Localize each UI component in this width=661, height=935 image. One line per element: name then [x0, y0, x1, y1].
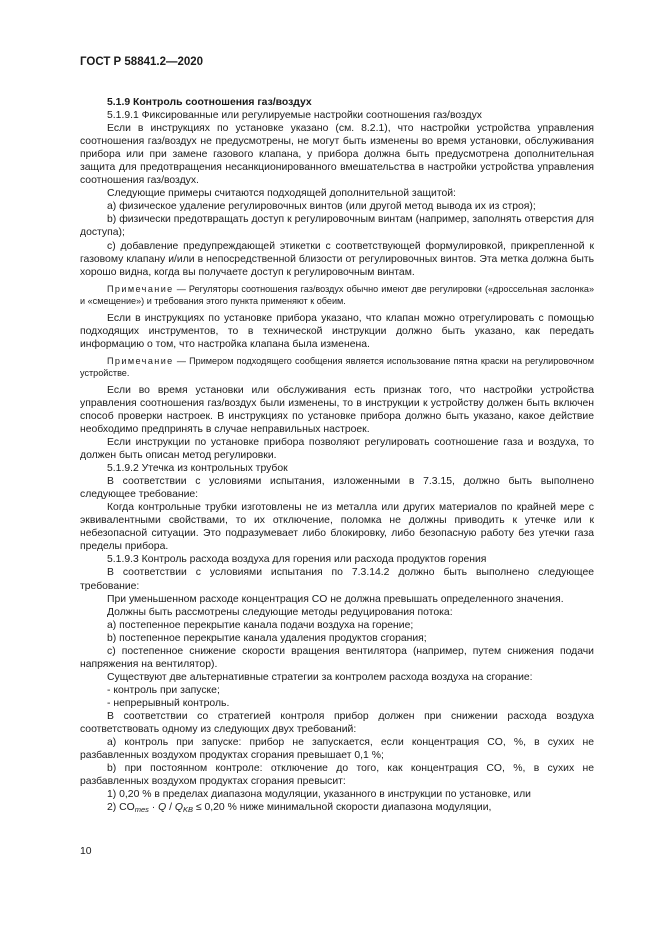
paragraph: Если в инструкциях по установке прибора указано, что клапан можно отрегулировать с помощью подходящих инструментов, то в технической инструкции должно быть указано, как передать информацию о том, что настройка клапана была изменена. — [80, 312, 594, 350]
paragraph: Если во время установки или обслуживания есть признак того, что настройки устройства управления соотношения газ/воздух были изменены, то в инструкции к устройству должен быть включен способ проверки настроек. В инструкциях по установке прибора должно быть указано, какое действие необходимо предпринять в случае неправильных настроек. — [80, 384, 594, 435]
section-title: 5.1.9 Контроль соотношения газ/воздух — [107, 97, 312, 108]
list-item: b) постепенное перекрытие канала удаления продуктов сгорания; — [107, 632, 427, 644]
list-item: b) при постоянном контроле: отключение до того, как концентрация CO, %, в сухих не разбавленных воздухом продуктах сгорания превысит: — [80, 763, 594, 788]
formula-subscript-mes: mes — [134, 805, 149, 815]
note-label: Примечание — [107, 283, 174, 294]
formula-co: 2) CO — [107, 802, 135, 814]
list-item: а) физическое удаление регулировочных винтов (или другой метод вывода их из строя); — [107, 201, 536, 213]
paragraph: Следующие примеры считаются подходящей дополнительной защитой: — [107, 188, 456, 200]
note-text: — Примером подходящего сообщения является использование пятна краски на регулировочном устройстве. — [80, 355, 594, 378]
list-item: а) контроль при запуске: прибор не запускается, если концентрация CO, %, в сухих не разбавленных воздухом продуктах сгорания превышает 0,1 %; — [80, 737, 594, 762]
list-item: а) постепенное перекрытие канала подачи воздуха на горение; — [107, 619, 414, 631]
paragraph: Когда контрольные трубки изготовлены не из металла или других материалов по крайней мере с эквивалентными свойствами, то их отключение, поломка не должны приводить к утечке или к небезопасной ситуации. Это подразумевает либо блокировку, либо безопасную работу без утечки газа пределы прибора. — [80, 502, 594, 553]
paragraph: Существуют две альтернативные стратегии за контролем расхода воздуха на сгорание: — [107, 671, 533, 683]
note-text: — Регуляторы соотношения газ/воздух обычно имеют две регулировки («дроссельная заслонка» и «смещение») и требования этого пункта применяют к обеим. — [80, 283, 594, 306]
paragraph: Если инструкции по установке прибора позволяют регулировать соотношение газа и воздуха, то должен быть описан метод регулировки. — [80, 436, 594, 462]
note-label: Примечание — [107, 355, 174, 366]
list-item: c) постепенное снижение скорости вращения вентилятора (например, путем снижения подачи напряжения на вентилятор). — [80, 645, 594, 670]
paragraph: В соответствии с условиями испытания, изложенными в 7.3.15, должно быть выполнено следующее требование: — [80, 476, 594, 501]
paragraph: Должны быть рассмотрены следующие методы редуцирования потока: — [107, 606, 453, 618]
list-item: c) добавление предупреждающей этикетки с соответствующей формулировкой, прикрепленной к газовому клапану и/или в непосредственной близости от регулировочных винтов. Эта метка должна быть хорошо видна, когда вы получаете доступ к регулировочным винтам. — [80, 240, 594, 278]
subsection-title: 5.1.9.3 Контроль расхода воздуха для горения или расхода продуктов горения — [107, 554, 487, 566]
formula-tail: ≤ 0,20 % ниже минимальной скорости диапазона модуляции, — [193, 802, 492, 814]
document-body — [80, 96, 594, 816]
paragraph: В соответствии со стратегией контроля прибор должен при снижении расхода воздуха соответствовать одному из следующих двух требований: — [80, 710, 594, 736]
formula-subscript-kb: KB — [182, 805, 193, 815]
subsection-title: 5.1.9.2 Утечка из контрольных трубок — [107, 463, 288, 475]
formula-operator: / — [166, 802, 175, 814]
list-item: b) физически предотвращать доступ к регулировочным винтам (например, заполнять отверстия для доступа); — [80, 214, 594, 239]
paragraph: Если в инструкциях по установке указано (см. 8.2.1), что настройки устройства управления соотношения газ/воздух не предусмотрены, не могут быть изменены во время установки, обслуживания прибора или при замене газового клапана, у прибора должна быть предусмотрена дополнительная защита для предотвращения несанкционированного вмешательства в настройки устройства управления соотношения газ/воздух. — [80, 123, 594, 187]
list-item: - непрерывный контроль. — [107, 697, 230, 709]
formula-q: Q — [158, 802, 167, 814]
formula-q: Q — [174, 802, 183, 814]
paragraph: В соответствии с условиями испытания по 7.3.14.2 должно быть выполнено следующее требование: — [80, 567, 594, 592]
list-item: 1) 0,20 % в пределах диапазона модуляции, указанного в инструкции по установке, или — [107, 789, 531, 801]
note — [80, 283, 594, 307]
note — [80, 355, 594, 379]
paragraph: При уменьшенном расходе концентрация CO не должна превышать определенного значения. — [107, 593, 564, 605]
formula-operator: · — [148, 802, 159, 814]
paragraph: 5.1.9.1 Фиксированные или регулируемые настройки соотношения газ/воздух — [107, 110, 483, 122]
list-item: - контроль при запуске; — [107, 684, 220, 696]
document-header: ГОСТ Р 58841.2—2020 — [80, 56, 204, 68]
page-number: 10 — [80, 846, 92, 857]
formula-line — [80, 801, 594, 816]
